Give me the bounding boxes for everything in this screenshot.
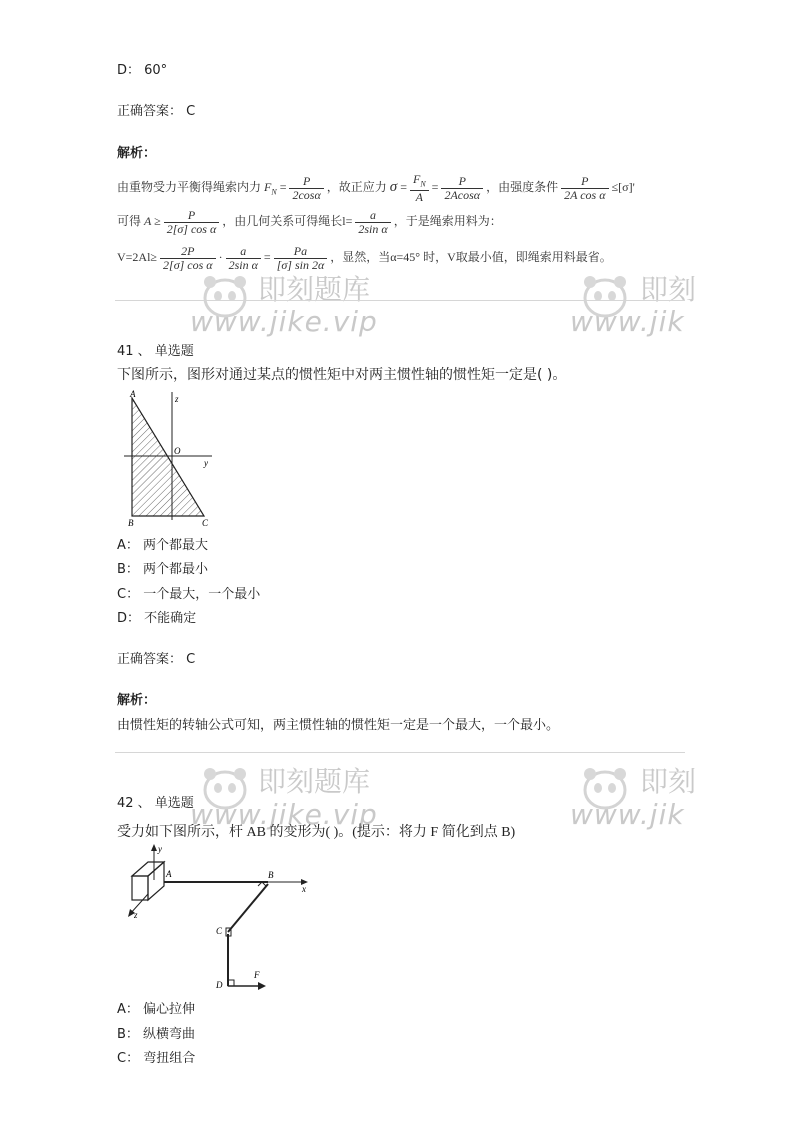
q40-option-d: D： 60°	[117, 63, 168, 78]
line1-text-c: ，由强度条件	[486, 180, 559, 194]
q41-answer: 正确答案： C	[117, 652, 196, 667]
line2-frac1: $\frac{P}{\text{2[σ] cos α}}$	[164, 209, 220, 236]
label-b: B	[128, 518, 134, 528]
line2-frac2: $\frac{a}{\text{2sin α}}$	[355, 209, 390, 236]
line1-frac1: $\frac{P}{2\cos\alpha}$	[289, 175, 323, 202]
watermark-brand-2: 即刻题库	[258, 765, 371, 798]
panda-logo-icon-right-2	[580, 764, 630, 812]
watermark-url-right: www.jik	[570, 305, 685, 338]
q40-analysis-label: 解析：	[117, 146, 157, 161]
line3-text-a: V=2Al≥	[117, 250, 158, 264]
line1-eq2: =	[400, 180, 407, 194]
q41-analysis: 由惯性矩的转轴公式可知，两主惯性轴的惯性矩一定是一个最大，一个最小。	[117, 718, 560, 733]
q40-analysis-line3	[117, 242, 612, 272]
watermark-url: www.jike.vip	[190, 305, 378, 338]
q41-figure-triangle	[118, 388, 228, 528]
label-c: C	[216, 926, 223, 936]
q41-analysis-label: 解析：	[117, 693, 157, 708]
line1-text-d: ≤[σ]'	[611, 180, 635, 194]
q41-option-d: D： 不能确定	[117, 611, 197, 626]
panda-logo-icon-2	[200, 764, 250, 812]
q41-header: 41 、 单选题	[117, 344, 194, 359]
line2-text-c: ，于是绳索用料为：	[393, 214, 502, 228]
q41-option-c: C： 一个最大，一个最小	[117, 587, 261, 602]
divider	[115, 300, 685, 301]
watermark-brand: 即刻题库	[258, 273, 371, 306]
divider-2	[115, 752, 685, 753]
line2-text-b: ，由几何关系可得绳长l=	[222, 214, 353, 228]
watermark-url-right-2: www.jik	[570, 798, 685, 831]
hatched-triangle	[132, 398, 204, 516]
label-x: x	[302, 884, 306, 894]
label-f: F	[254, 970, 260, 980]
label-z: z	[175, 394, 179, 404]
line1-sigma: σ	[389, 179, 398, 195]
label-c: C	[202, 518, 209, 528]
line3-eq: =	[263, 250, 271, 264]
label-z: z	[134, 910, 138, 920]
line3-frac2: $\frac{a}{\text{2sin α}}$	[226, 245, 261, 272]
label-d: D	[216, 980, 223, 990]
line3-text-b: ，显然，当α=45° 时，V取最小值，即绳索用料最省。	[330, 250, 612, 264]
line1-frac3: $\frac{P}{2Acos\alpha}$	[441, 175, 483, 202]
line1-text-b: ，故正应力	[326, 180, 387, 194]
watermark-brand-right-2: 即刻	[640, 765, 697, 798]
line1-fn: $F_N$	[264, 180, 277, 197]
line3-dot: ·	[218, 250, 223, 264]
q42-option-a: A： 偏心拉伸	[117, 1002, 196, 1017]
q42-figure-bent-rod	[118, 842, 318, 994]
q42-header: 42 、 单选题	[117, 796, 194, 811]
q42-option-b: B： 纵横弯曲	[117, 1027, 196, 1042]
line1-frac4: $\frac{P}{\text{2A cos α}}$	[561, 175, 608, 202]
line1-eq3: =	[431, 180, 439, 194]
line1-eq: =	[279, 180, 287, 194]
q42-option-c: C： 弯扭组合	[117, 1051, 196, 1066]
line3-frac3: $\frac{Pa}{[\sigma] \sin 2\alpha}$	[274, 245, 328, 272]
q41-option-a: A： 两个都最大	[117, 538, 209, 553]
label-y: y	[158, 844, 162, 854]
line1-frac2: $\frac{F_N}{A}$	[410, 173, 429, 204]
q41-question: 下图所示，图形对通过某点的惯性矩中对两主惯性轴的惯性矩一定是( )。	[117, 367, 567, 383]
label-o: O	[174, 446, 181, 456]
label-a: A	[130, 389, 136, 399]
line3-frac1: $\frac{2P}{\text{2[σ] cos α}}$	[160, 245, 216, 272]
watermark-brand-right: 即刻	[640, 273, 697, 306]
label-b: B	[268, 870, 274, 880]
watermark-url-2: www.jike.vip	[190, 798, 378, 831]
label-y: y	[204, 458, 208, 468]
line2-text-a: 可得	[117, 214, 142, 228]
label-a: A	[166, 869, 172, 879]
panda-logo-icon	[200, 272, 250, 320]
q40-analysis-line1	[117, 172, 635, 202]
q40-answer: 正确答案： C	[117, 104, 196, 119]
panda-logo-icon-right	[580, 272, 630, 320]
q41-option-b: B： 两个都最小	[117, 562, 209, 577]
q42-question: 受力如下图所示，杆 AB 的变形为( )。(提示：将力 F 简化到点 B)	[117, 825, 516, 840]
q40-analysis-line2	[117, 206, 502, 236]
line1-text-a: 由重物受力平衡得绳索内力	[117, 180, 262, 194]
line2-ineq: A ≥	[144, 214, 161, 228]
